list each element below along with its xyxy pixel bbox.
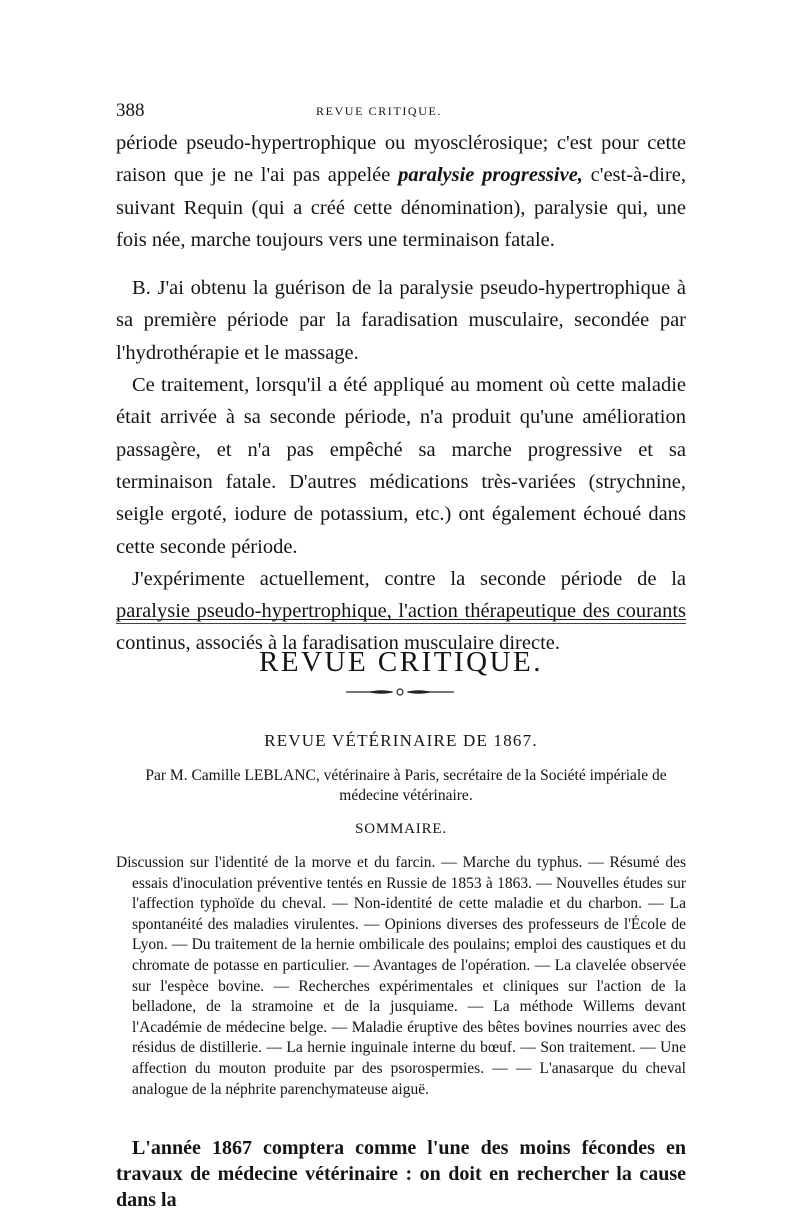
- summary-text: [116, 853, 686, 1100]
- main-text: [116, 127, 686, 660]
- paragraph-1-start: période pseudo-hypertrophique ou myosclérosique; c'est pour cette raison que je ne l'ai pas appelée: [116, 132, 686, 187]
- italic-term: paralysie progressive,: [398, 164, 583, 187]
- paragraph-1-end: c'est-à-dire, suivant Requin (qui a créé cette dénomination), paralysie qui, une fois née, marche toujours vers une terminaison fatale.: [116, 164, 686, 251]
- section-heading: REVUE CRITIQUE.: [259, 646, 543, 678]
- article-title: REVUE VÉTÉRINAIRE DE 1867.: [264, 731, 538, 750]
- page-number: 388: [116, 100, 145, 121]
- paragraph-2: B. J'ai obtenu la guérison de la paralysie pseudo-hypertrophique à sa première période par la faradisation musculaire, secondée par l'hydrothérapie et le massage.: [116, 277, 686, 364]
- paragraph-1: [116, 127, 686, 256]
- byline: Par M. Camille LEBLANC, vétérinaire à Paris, secrétaire de la Société impériale de médecine vétérinaire.: [145, 767, 667, 804]
- paragraph-3: Ce traitement, lorsqu'il a été appliqué au moment où cette maladie était arrivée à sa seconde période, n'a produit qu'une amélioration passagère, et n'a pas empêché sa marche progressive et sa terminaison fatale. D'autres médications très-variées (strychnine, seigle ergoté, iodure de potassium, etc.) ont également échoué dans cette seconde période.: [116, 374, 686, 558]
- paragraph-4: J'expérimente actuellement, contre la seconde période de la paralysie pseudo-hypertrophique, l'action thérapeutique des courants continus, associés à la faradisation musculaire directe.: [116, 567, 686, 655]
- closing-paragraph: L'année 1867 comptera comme l'une des moins fécondes en travaux de médecine vétérinaire : on doit en rechercher la cause dans la: [116, 1137, 686, 1211]
- section-divider: [116, 619, 686, 624]
- closing-text: [116, 1135, 686, 1213]
- running-header: [116, 100, 686, 124]
- running-title: REVUE CRITIQUE.: [316, 104, 442, 118]
- summary-paragraph: Discussion sur l'identité de la morve et du farcin. — Marche du typhus. — Résumé des essais d'inoculation préventive tentés en Russie de 1853 à 1863. — Nouvelles études sur l'affection typhoïde du cheval. — Non-identité de cette maladie et du charbon. — La spontanéité des maladies virulentes. — Opinions diverses des professeurs de l'École de Lyon. — Du traitement de la hernie ombilicale des poulains; emploi des caustiques et du chromate de potasse en particulier. — Avantages de l'opération. — La clavelée observée sur l'espèce bovine. — Recherches expérimentales et cliniques sur l'action de la belladone, de la stramoine et de la jusquiame. — La méthode Willems devant l'Académie de médecine belge. — Maladie éruptive des bêtes bovines nourries avec des résidus de distillerie. — La hernie inguinale interne du bœuf. — Son traitement. — Une affection du mouton produite par des psorospermies. — — L'anasarque du cheval analogue de la néphrite parenchymateuse aiguë.: [116, 854, 686, 1098]
- ornament-divider: [346, 686, 454, 698]
- summary-heading: SOMMAIRE.: [355, 821, 447, 837]
